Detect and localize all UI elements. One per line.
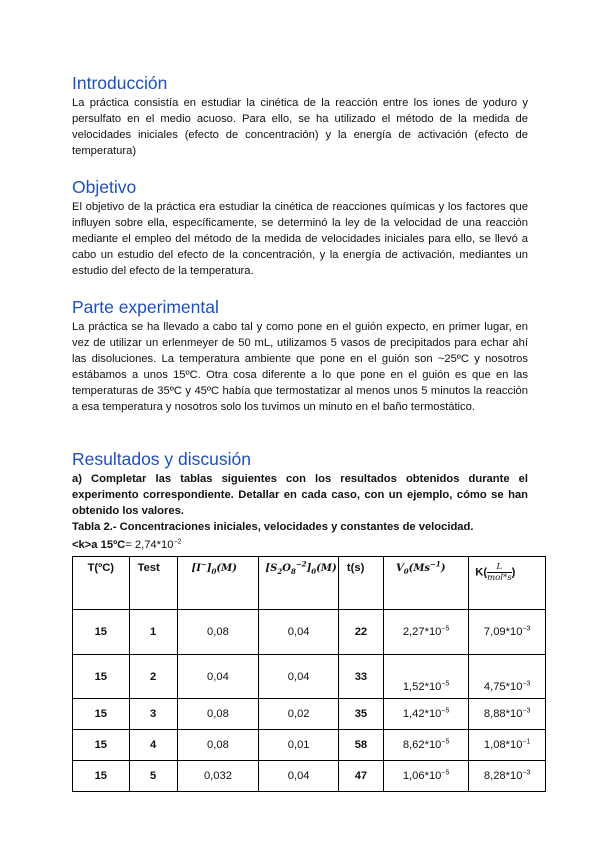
cell-persulfate: 0,01 [259, 730, 339, 761]
resultados-heading: Resultados y discusión [72, 449, 251, 469]
cell-iodide: 0,08 [177, 730, 259, 761]
cell-test: 4 [129, 730, 177, 761]
results-table [72, 556, 546, 792]
cell-temperature: 15 [73, 655, 130, 699]
cell-persulfate: 0,02 [259, 699, 339, 730]
cell-test: 1 [129, 610, 177, 655]
cell-velocity: $2,27*10^{-5}$ [383, 610, 468, 655]
cell-iodide: 0,08 [177, 699, 259, 730]
cell-time: 35 [338, 699, 383, 730]
parte-paragraph: La práctica se ha llevado a cabo tal y como pone en el guión expecto, en primer lugar, en vez de utilizar un erlenmeyer de 50 mL, utilizamos 5 vasos de precipitados para echar ahí las disoluciones. La temperatura ambiente que pone en el guión son ~25ºC y nosotros estábamos a unos 15ºC. Otra cosa diferente a lo que pone en el guión es que en las temperaturas de 35ºC y 45ºC había que termostatizar al menos unos 5 minutos la reacción a esa temperatura y nosotros solo los tuvimos un minuto en el baño termostático. [72, 321, 528, 414]
cell-velocity: $1,06*10^{-5}$ [383, 761, 468, 792]
k-average-label: <k>a 15ºC [72, 539, 126, 551]
header-k-constant: K( $\frac{L}{\text{mol*s}}$ ) [469, 557, 546, 610]
cell-temperature: 15 [73, 610, 130, 655]
cell-time: 47 [338, 761, 383, 792]
header-test: Test [129, 557, 177, 610]
k-average-line [72, 537, 528, 553]
cell-persulfate: 0,04 [259, 610, 339, 655]
cell-temperature: 15 [73, 730, 130, 761]
cell-iodide: 0,032 [177, 761, 259, 792]
header-iodide: $[I^-]_0(M)$ [177, 557, 259, 610]
header-time: t(s) [338, 557, 383, 610]
k-average-value: = 2,74*10 [125, 539, 174, 551]
cell-temperature: 15 [73, 761, 130, 792]
cell-temperature: 15 [73, 699, 130, 730]
cell-k: $8,28*10^{-3}$ [469, 761, 546, 792]
table-row [73, 655, 546, 699]
cell-iodide: 0,08 [177, 610, 259, 655]
objetivo-paragraph: El objetivo de la práctica era estudiar la cinética de reacciones químicas y los factores que influyen sobre ella, específicamente, se determinó la ley de la velocidad de una reacción mediante el empleo del método de la medida de velocidades iniciales para ello, se llevó a cabo un estudio del efecto de la concentración, y la energía de activación, mediantes un estudio del efecto de la temperatura. [72, 201, 528, 278]
cell-k: $7,09*10^{-3}$ [469, 610, 546, 655]
cell-velocity: $1,42*10^{-5}$ [383, 699, 468, 730]
intro-paragraph: La práctica consistía en estudiar la cinética de la reacción entre los iones de yoduro y persulfato en el medio acuoso. Para ello, se ha utilizado el método de la medida de velocidades iniciales (efecto de concentración) y la energía de activación (efecto de temperatura) [72, 97, 528, 158]
table-header-row [73, 557, 546, 610]
table-caption: Tabla 2.- Concentraciones iniciales, velocidades y constantes de velocidad. [72, 521, 474, 533]
cell-k: $1,08*10^{-1}$ [469, 730, 546, 761]
table-row [73, 730, 546, 761]
table-row [73, 610, 546, 655]
parte-heading: Parte experimental [72, 297, 219, 317]
table-row [73, 761, 546, 792]
cell-velocity: $1,52*10^{-5}$ [383, 655, 468, 699]
cell-test: 5 [129, 761, 177, 792]
cell-test: 3 [129, 699, 177, 730]
objetivo-heading: Objetivo [72, 177, 137, 197]
cell-time: 22 [338, 610, 383, 655]
cell-persulfate: 0,04 [259, 655, 339, 699]
cell-k: $8,88*10^{-3}$ [469, 699, 546, 730]
table-row [73, 699, 546, 730]
question-text: a) Completar las tablas siguientes con los resultados obtenidos durante el experimento correspondiente. Detallar en cada caso, con un ejemplo, cómo se han obtenido los valores. [72, 473, 528, 518]
intro-heading: Introducción [72, 73, 168, 93]
cell-time: 58 [338, 730, 383, 761]
cell-iodide: 0,04 [177, 655, 259, 699]
k-average-exp: −2 [173, 538, 182, 546]
header-velocity: $V_0(Ms^{-1})$ [383, 557, 468, 610]
cell-velocity: $8,62*10^{-5}$ [383, 730, 468, 761]
header-persulfate: $[S_2O_8^{-2}]_0(M)$ [259, 557, 339, 610]
cell-test: 2 [129, 655, 177, 699]
cell-time: 33 [338, 655, 383, 699]
cell-k: $4,75*10^{-3}$ [469, 655, 546, 699]
cell-persulfate: 0,04 [259, 761, 339, 792]
header-temperature: T(ºC) [73, 557, 130, 610]
